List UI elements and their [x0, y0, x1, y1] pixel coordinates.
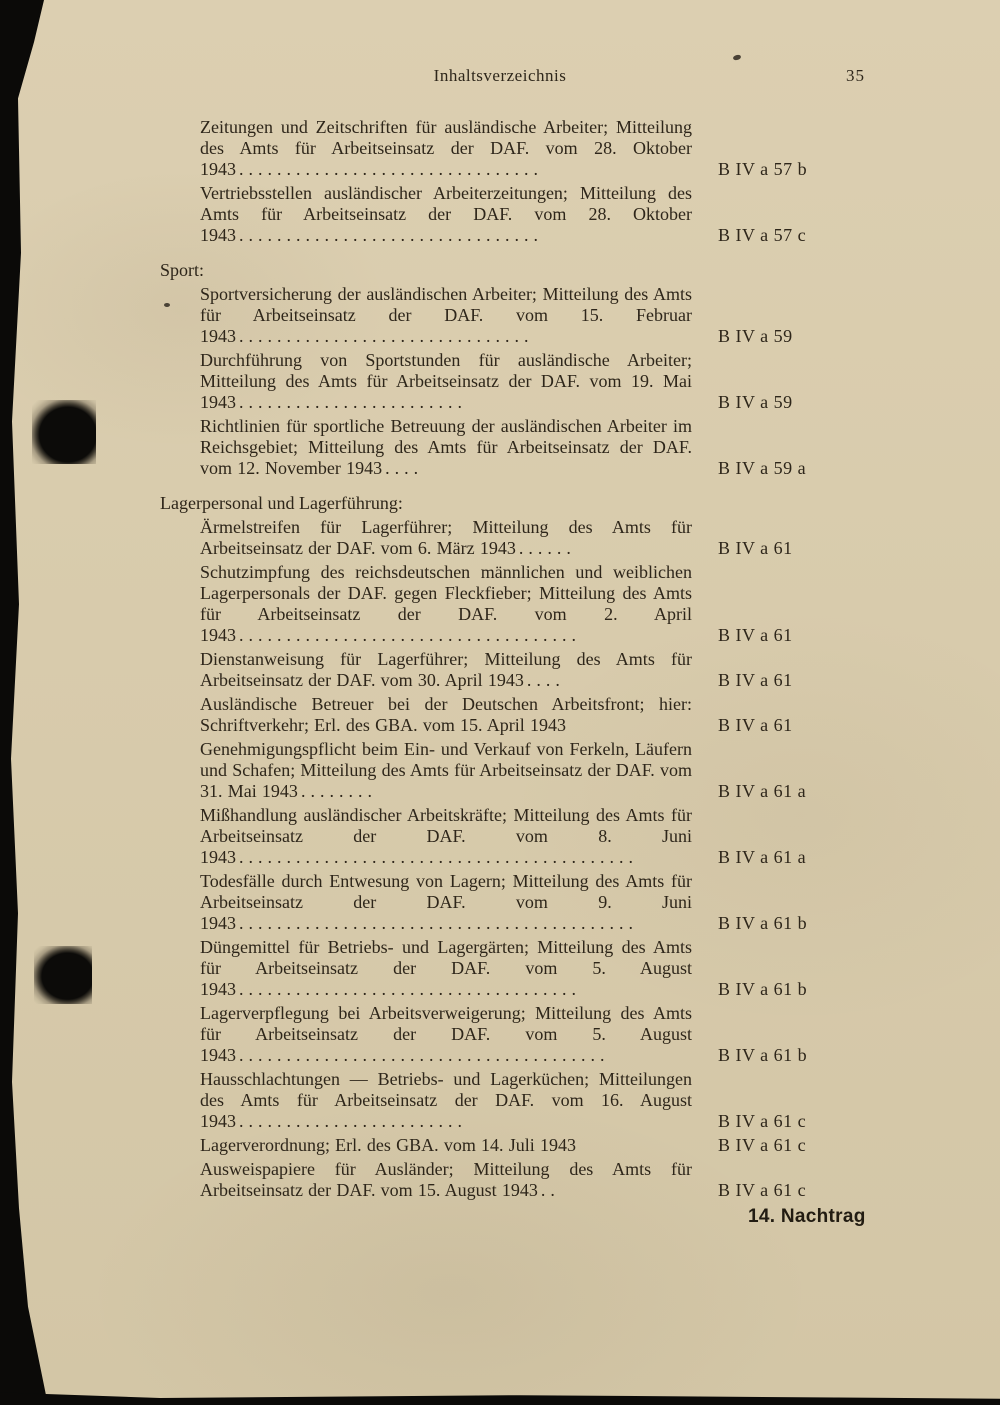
entry-reference-code: B IV a 61 — [718, 538, 793, 558]
entry-reference-code: B IV a 61 c — [718, 1135, 807, 1155]
toc-entry — [200, 517, 868, 559]
toc-entry — [200, 1069, 868, 1132]
entry-text: Lagerverpflegung bei Arbeitsverweigerung; Mitteilung des Amts für Arbeitseinsatz der DAF. vom 5. August 1943 ....................................... — [200, 1003, 692, 1065]
entry-reference-code: B IV a 61 — [718, 715, 793, 735]
entry-text: Ausländische Betreuer bei der Deutschen Arbeitsfront; hier: Schriftverkehr; Erl. des GBA. vom 15. April 1943 — [200, 694, 692, 735]
entry-text: Lagerverordnung; Erl. des GBA. vom 14. Juli 1943 — [200, 1135, 576, 1155]
entry-reference-code: B IV a 61 a — [718, 781, 807, 801]
leader-dots: .... — [526, 670, 565, 690]
toc-entry — [200, 805, 868, 868]
toc-entry — [200, 416, 868, 479]
entry-text: Hausschlachtungen — Betriebs- und Lagerküchen; Mitteilungen des Amts für Arbeitseinsatz der DAF. vom 16. August 1943 ........................ — [200, 1069, 692, 1131]
section-heading: Sport: — [160, 260, 205, 280]
leader-dots: .......................................... — [239, 847, 638, 867]
entry-reference-code: B IV a 59 — [718, 392, 793, 412]
entry-reference-code: B IV a 61 c — [718, 1111, 807, 1131]
leader-dots: .................................... — [239, 979, 581, 999]
entry-reference-code: B IV a 61 — [718, 625, 793, 645]
entry-text: Ausweispapiere für Ausländer; Mitteilung des Amts für Arbeitseinsatz der DAF. vom 15. August 1943 .. — [200, 1159, 692, 1200]
entry-text: Sportversicherung der ausländischen Arbeiter; Mitteilung des Amts für Arbeitseinsatz der DAF. vom 15. Februar 1943 ............................... — [200, 284, 692, 346]
entry-text: Vertriebsstellen ausländischer Arbeiterzeitungen; Mitteilung des Amts für Arbeitseinsatz der DAF. vom 28. Oktober 1943 ................................ — [200, 183, 692, 245]
table-of-contents — [160, 114, 868, 1201]
page-number: 35 — [846, 66, 865, 85]
leader-dots: ................................ — [239, 159, 543, 179]
footer-supplement-label: 14. Nachtrag — [748, 1206, 866, 1227]
page-header-title: Inhaltsverzeichnis — [433, 66, 567, 85]
leader-dots: ...... — [518, 538, 576, 558]
toc-entry — [200, 183, 868, 246]
entry-reference-code: B IV a 61 a — [718, 847, 807, 867]
toc-entry — [200, 694, 868, 736]
entry-text: Durchführung von Sportstunden für ausländische Arbeiter; Mitteilung des Amts für Arbeitseinsatz der DAF. vom 19. Mai 1943 ........................ — [200, 350, 692, 412]
entry-reference-code: B IV a 57 c — [718, 225, 807, 245]
punch-hole-bottom — [34, 946, 92, 1004]
toc-entry — [200, 937, 868, 1000]
entry-reference-code: B IV a 57 b — [718, 159, 808, 179]
section-heading: Lagerpersonal und Lagerführung: — [160, 493, 403, 513]
punch-hole-top — [32, 400, 96, 464]
leader-dots: ........................ — [239, 392, 467, 412]
entry-text: Richtlinien für sportliche Betreuung der ausländischen Arbeiter im Reichsgebiet; Mitteilung des Amts für Arbeitseinsatz der DAF. vom 12. November 1943 .... — [200, 416, 692, 478]
toc-entry — [200, 871, 868, 934]
entry-text: Düngemittel für Betriebs- und Lagergärten; Mitteilung des Amts für Arbeitseinsatz der DAF. vom 5. August 1943 .................................... — [200, 937, 692, 999]
toc-entry — [200, 739, 868, 802]
leader-dots: ................................ — [239, 225, 543, 245]
page-bottom-edge — [0, 1391, 1000, 1405]
entry-text: Zeitungen und Zeitschriften für ausländische Arbeiter; Mitteilung des Amts für Arbeitseinsatz der DAF. vom 28. Oktober 1943 ................................ — [200, 117, 692, 179]
toc-entry — [200, 1159, 868, 1201]
leader-dots: ............................... — [239, 326, 534, 346]
entry-reference-code: B IV a 59 a — [718, 458, 807, 478]
entry-reference-code: B IV a 61 b — [718, 913, 808, 933]
entry-reference-code: B IV a 61 b — [718, 979, 808, 999]
entry-reference-code: B IV a 61 c — [718, 1180, 807, 1200]
binding-edge — [0, 0, 50, 1405]
paper-speck — [732, 54, 741, 61]
entry-text: Mißhandlung ausländischer Arbeitskräfte; Mitteilung des Amts für Arbeitseinsatz der DAF. vom 8. Juni 1943 .......................................... — [200, 805, 692, 867]
leader-dots: .......................................... — [239, 913, 638, 933]
entry-reference-code: B IV a 59 — [718, 326, 793, 346]
leader-dots: .... — [385, 458, 424, 478]
toc-entry — [200, 1003, 868, 1066]
leader-dots: ........ — [300, 781, 377, 801]
toc-entry — [200, 117, 868, 180]
entry-text: Genehmigungspflicht beim Ein- und Verkauf von Ferkeln, Läufern und Schafen; Mitteilung des Amts für Arbeitseinsatz der DAF. vom 31. Mai 1943 ........ — [200, 739, 692, 801]
entry-text: Todesfälle durch Entwesung von Lagern; Mitteilung des Amts für Arbeitseinsatz der DAF. vom 9. Juni 1943 .......................................... — [200, 871, 692, 933]
toc-entry — [200, 562, 868, 646]
leader-dots: .................................... — [239, 625, 581, 645]
toc-entry — [200, 350, 868, 413]
entry-text: Ärmelstreifen für Lagerführer; Mitteilung des Amts für Arbeitseinsatz der DAF. vom 6. März 1943 ...... — [200, 517, 692, 558]
leader-dots: ....................................... — [239, 1045, 610, 1065]
toc-entry — [200, 649, 868, 691]
leader-dots: ........................ — [239, 1111, 467, 1131]
toc-entry — [200, 1135, 868, 1156]
entry-text: Schutzimpfung des reichsdeutschen männlichen und weiblichen Lagerpersonals der DAF. gegen Fleckfieber; Mitteilung des Amts für Arbeitseinsatz der DAF. vom 2. April 1943 .................................... — [200, 562, 692, 645]
entry-reference-code: B IV a 61 b — [718, 1045, 808, 1065]
leader-dots: .. — [540, 1180, 560, 1200]
entry-text: Dienstanweisung für Lagerführer; Mitteilung des Amts für Arbeitseinsatz der DAF. vom 30. April 1943 .... — [200, 649, 692, 690]
entry-reference-code: B IV a 61 — [718, 670, 793, 690]
toc-entry — [200, 284, 868, 347]
